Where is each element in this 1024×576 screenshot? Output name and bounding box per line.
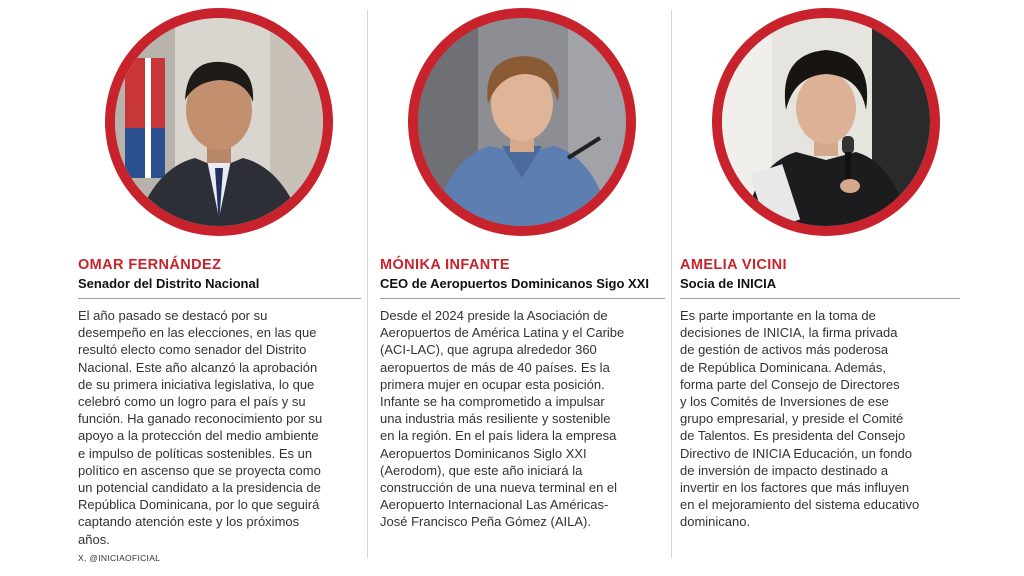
bio-line: años.: [78, 531, 110, 547]
profile-bio: [680, 307, 919, 531]
bio-line: de su primera iniciativa legislativa, lo que: [78, 376, 315, 392]
bio-line: (Aerodom), que este año iniciará la: [380, 462, 583, 478]
bio-line: invertir en los factores que más influyen: [680, 480, 910, 496]
bio-line: y los Comités de Inversiones de ese: [680, 394, 889, 410]
bio-line: aeropuertos de más de 40 países. Es la: [380, 359, 610, 375]
bio-line: en la región. En el país lidera la empresa: [380, 428, 617, 444]
bio-line: político en ascenso que se proyecta como: [78, 462, 321, 478]
bio-line: desempeño en las elecciones, en las que: [78, 325, 317, 341]
bio-line: El año pasado se destacó por su: [78, 308, 268, 323]
bio-line: Es parte importante en la toma de: [680, 308, 876, 323]
bio-line: República Dominicana, por lo que seguirá: [78, 497, 320, 513]
portrait-frame: [712, 8, 940, 236]
bio-line: forma parte del Consejo de Directores: [680, 376, 900, 392]
bio-line: Desde el 2024 preside la Asociación de: [380, 308, 608, 323]
bio-line: e impulso de políticas sostenibles. Es un: [78, 445, 313, 461]
bio-line: Aeropuertos de América Latina y el Caribe: [380, 325, 625, 341]
bio-line: una industria más resiliente y sostenible: [380, 411, 611, 427]
bio-line: dominicano.: [680, 514, 751, 530]
profile-name: AMELIA VICINI: [680, 257, 787, 273]
profile-role: CEO de Aeropuertos Dominicanos Sigo XXI: [380, 276, 649, 291]
bio-line: de inversión de impacto destinado a: [680, 462, 889, 478]
bio-line: grupo empresarial, y preside el Comité: [680, 411, 904, 427]
bio-line: Aeropuertos Dominicanos Siglo XXI: [380, 445, 587, 461]
photo-credit: X, @INICIAOFICIAL: [78, 553, 161, 563]
profile-name: OMAR FERNÁNDEZ: [78, 257, 222, 273]
bio-line: de Talentos. Es presidenta del Consejo: [680, 428, 906, 444]
bio-line: captando atención este y los próximos: [78, 514, 300, 530]
bio-line: apoyo a la protección del medio ambiente: [78, 428, 319, 444]
bio-line: resultó electo como senador del Distrito: [78, 342, 307, 358]
name-underline-rule: [680, 298, 960, 299]
bio-line: de gestión de activos más poderosa: [680, 342, 889, 358]
bio-line: Infante se ha comprometido a impulsar: [380, 394, 605, 410]
bio-line: de República Dominicana. Además,: [680, 359, 886, 375]
bio-line: Nacional. Este año alcanzó la aprobación: [78, 359, 318, 375]
bio-line: celebró como un logro para el país y su: [78, 394, 306, 410]
profile-name: MÓNIKA INFANTE: [380, 257, 510, 273]
profile-role: Socia de INICIA: [680, 276, 777, 291]
bio-line: Aeropuerto Internacional Las Américas-: [380, 497, 609, 513]
bio-line: decisiones de INICIA, la firma privada: [680, 325, 898, 341]
bio-line: José Francisco Peña Gómez (AILA).: [380, 514, 591, 530]
bio-line: Directivo de INICIA Educación, un fondo: [680, 445, 912, 461]
bio-line: primera mujer en ocupar esta posición.: [380, 376, 605, 392]
bio-line: construcción de una nueva terminal en el: [380, 480, 618, 496]
profile-role: Senador del Distrito Nacional: [78, 276, 260, 291]
bio-line: en el mejoramiento del sistema educativo: [680, 497, 920, 513]
bio-line: (ACI-LAC), que agrupa alrededor 360: [380, 342, 597, 358]
bio-line: un potencial candidato a la presidencia de: [78, 480, 321, 496]
portrait-photo-amelia: [722, 18, 930, 226]
bio-line: función. Ha ganado reconocimiento por su: [78, 411, 323, 427]
